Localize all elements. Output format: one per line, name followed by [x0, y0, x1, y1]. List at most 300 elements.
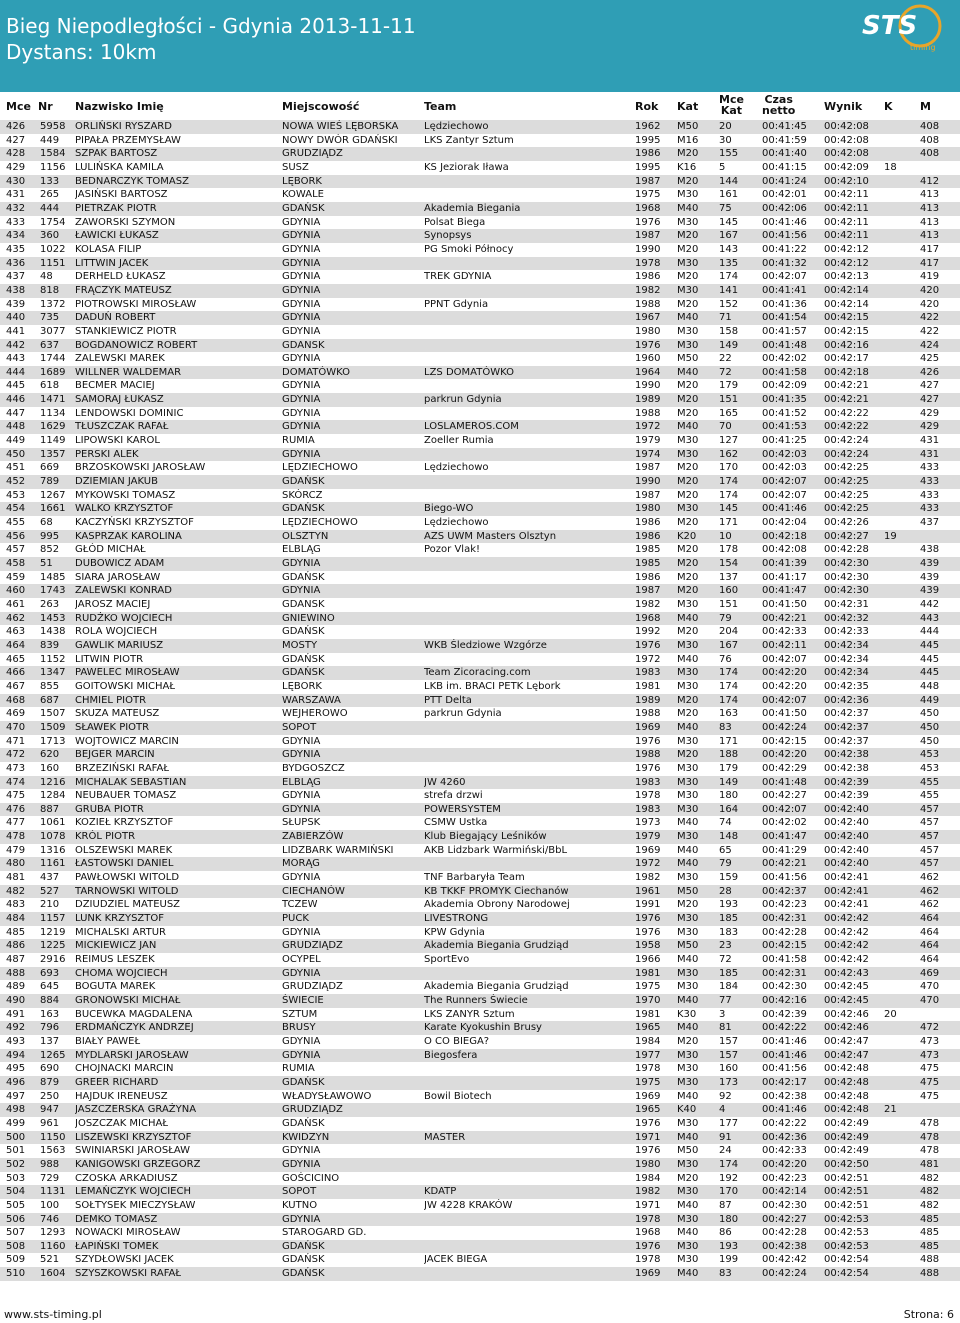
cell-wynik: 00:42:21	[824, 393, 884, 407]
cell-wynik: 00:42:31	[824, 598, 884, 612]
table-row	[0, 625, 960, 639]
cell-k	[884, 748, 920, 762]
cell-rok: 1987	[635, 461, 677, 475]
cell-m: 413	[920, 229, 960, 243]
cell-mce-kat: 143	[719, 243, 762, 257]
cell-czas-netto: 00:41:46	[762, 1049, 824, 1063]
cell-k	[884, 830, 920, 844]
cell-czas-netto: 00:42:18	[762, 530, 824, 544]
cell-czas-netto: 00:42:21	[762, 857, 824, 871]
cell-mce: 428	[0, 147, 38, 161]
cell-wynik: 00:42:51	[824, 1185, 884, 1199]
table-row	[0, 1131, 960, 1145]
cell-mce-kat: 163	[719, 707, 762, 721]
cell-mce-kat: 87	[719, 1199, 762, 1213]
cell-mce-kat: 24	[719, 1144, 762, 1158]
cell-rok: 1975	[635, 1076, 677, 1090]
cell-kat: M40	[677, 366, 719, 380]
cell-mce-kat: 185	[719, 967, 762, 981]
cell-wynik: 00:42:42	[824, 939, 884, 953]
cell-m: 449	[920, 694, 960, 708]
cell-mce: 510	[0, 1267, 38, 1281]
cell-czas-netto: 00:42:31	[762, 912, 824, 926]
cell-mce-kat: 161	[719, 188, 762, 202]
cell-wynik: 00:42:18	[824, 366, 884, 380]
cell-mce-kat: 4	[719, 1103, 762, 1117]
table-row	[0, 707, 960, 721]
cell-m: 475	[920, 1062, 960, 1076]
cell-k	[884, 871, 920, 885]
cell-nr: 1629	[38, 420, 75, 434]
cell-team: Akademia Biegania	[424, 202, 635, 216]
cell-wynik: 00:42:34	[824, 639, 884, 653]
cell-nr: 160	[38, 762, 75, 776]
cell-name: PIPAŁA PRZEMYSŁAW	[75, 134, 282, 148]
cell-k	[884, 434, 920, 448]
cell-mce: 489	[0, 980, 38, 994]
cell-kat: M50	[677, 885, 719, 899]
cell-wynik: 00:42:22	[824, 420, 884, 434]
cell-name: WALKO KRZYSZTOF	[75, 502, 282, 516]
cell-wynik: 00:42:38	[824, 762, 884, 776]
cell-kat: M50	[677, 120, 719, 134]
cell-wynik: 00:42:47	[824, 1035, 884, 1049]
cell-wynik: 00:42:11	[824, 216, 884, 230]
cell-kat: M20	[677, 1035, 719, 1049]
cell-mce-kat: 157	[719, 1049, 762, 1063]
cell-mce-kat: 77	[719, 994, 762, 1008]
cell-nr: 263	[38, 598, 75, 612]
cell-nr: 852	[38, 543, 75, 557]
cell-name: REIMUS LESZEK	[75, 953, 282, 967]
cell-wynik: 00:42:08	[824, 147, 884, 161]
cell-czas-netto: 00:42:06	[762, 202, 824, 216]
cell-mce: 490	[0, 994, 38, 1008]
cell-mce: 431	[0, 188, 38, 202]
cell-mce-kat: 158	[719, 325, 762, 339]
cell-mce-kat: 3	[719, 1008, 762, 1022]
cell-k	[884, 393, 920, 407]
cell-name: KASPRZAK KAROLINA	[75, 530, 282, 544]
cell-k	[884, 284, 920, 298]
cell-nr: 100	[38, 1199, 75, 1213]
cell-name: KANIGOWSKI GRZEGORZ	[75, 1158, 282, 1172]
cell-rok: 1966	[635, 953, 677, 967]
cell-team	[424, 352, 635, 366]
cell-name: MICHALSKI ARTUR	[75, 926, 282, 940]
cell-city: GDYNIA	[282, 311, 424, 325]
cell-czas-netto: 00:41:53	[762, 420, 824, 434]
results-body	[0, 120, 960, 1281]
cell-rok: 1986	[635, 516, 677, 530]
cell-team: KB TKKF PROMYK Ciechanów	[424, 885, 635, 899]
cell-rok: 1960	[635, 352, 677, 366]
cell-mce: 474	[0, 776, 38, 790]
cell-m: 422	[920, 311, 960, 325]
cell-mce: 469	[0, 707, 38, 721]
cell-kat: M20	[677, 1172, 719, 1186]
cell-team	[424, 1103, 635, 1117]
cell-name: GRUBA PIOTR	[75, 803, 282, 817]
cell-k	[884, 625, 920, 639]
cell-kat: M20	[677, 543, 719, 557]
cell-k	[884, 803, 920, 817]
cell-team: CSMW Ustka	[424, 816, 635, 830]
cell-nr: 1150	[38, 1131, 75, 1145]
table-row	[0, 639, 960, 653]
cell-czas-netto: 00:42:27	[762, 789, 824, 803]
cell-mce: 502	[0, 1158, 38, 1172]
cell-k: 18	[884, 161, 920, 175]
cell-m: 473	[920, 1035, 960, 1049]
cell-czas-netto: 00:41:48	[762, 776, 824, 790]
cell-m: 464	[920, 953, 960, 967]
cell-mce-kat: 173	[719, 1076, 762, 1090]
cell-city: GDAŃSK	[282, 653, 424, 667]
cell-wynik: 00:42:48	[824, 1090, 884, 1104]
cell-czas-netto: 00:41:56	[762, 1062, 824, 1076]
cell-mce-kat: 152	[719, 298, 762, 312]
table-row	[0, 134, 960, 148]
cell-k	[884, 543, 920, 557]
cell-k	[884, 339, 920, 353]
cell-mce-kat: 135	[719, 257, 762, 271]
cell-czas-netto: 00:41:50	[762, 598, 824, 612]
cell-m: 429	[920, 407, 960, 421]
cell-mce: 462	[0, 612, 38, 626]
cell-wynik: 00:42:51	[824, 1172, 884, 1186]
cell-czas-netto: 00:41:46	[762, 1035, 824, 1049]
cell-kat: M30	[677, 1253, 719, 1267]
cell-wynik: 00:42:48	[824, 1103, 884, 1117]
cell-wynik: 00:42:46	[824, 1021, 884, 1035]
cell-czas-netto: 00:41:46	[762, 502, 824, 516]
cell-k	[884, 1076, 920, 1090]
table-row	[0, 434, 960, 448]
cell-team: KS Jeziorak Iława	[424, 161, 635, 175]
cell-nr: 947	[38, 1103, 75, 1117]
cell-mce: 500	[0, 1131, 38, 1145]
cell-mce-kat: 75	[719, 202, 762, 216]
table-row	[0, 298, 960, 312]
cell-name: GREER RICHARD	[75, 1076, 282, 1090]
cell-k	[884, 1144, 920, 1158]
cell-wynik: 00:42:45	[824, 980, 884, 994]
cell-name: TŁUSZCZAK RAFAŁ	[75, 420, 282, 434]
cell-mce-kat: 170	[719, 461, 762, 475]
cell-wynik: 00:42:50	[824, 1158, 884, 1172]
cell-kat: M30	[677, 803, 719, 817]
cell-mce-kat: 65	[719, 844, 762, 858]
cell-kat: M20	[677, 625, 719, 639]
cell-team	[424, 284, 635, 298]
cell-name: PIOTROWSKI MIROSŁAW	[75, 298, 282, 312]
table-row	[0, 1240, 960, 1254]
cell-m: 482	[920, 1185, 960, 1199]
cell-mce: 461	[0, 598, 38, 612]
cell-czas-netto: 00:42:28	[762, 926, 824, 940]
cell-mce-kat: 171	[719, 516, 762, 530]
cell-mce: 427	[0, 134, 38, 148]
cell-rok: 1958	[635, 939, 677, 953]
cell-nr: 995	[38, 530, 75, 544]
cell-city: NOWA WIEŚ LĘBORSKA	[282, 120, 424, 134]
cell-rok: 1976	[635, 339, 677, 353]
cell-mce: 477	[0, 816, 38, 830]
cell-rok: 1972	[635, 420, 677, 434]
cell-k	[884, 1172, 920, 1186]
footer-website[interactable]: www.sts-timing.pl	[4, 1308, 102, 1321]
cell-m: 445	[920, 666, 960, 680]
cell-czas-netto: 00:41:22	[762, 243, 824, 257]
table-row	[0, 502, 960, 516]
cell-rok: 1990	[635, 379, 677, 393]
cell-czas-netto: 00:42:20	[762, 748, 824, 762]
cell-m: 485	[920, 1226, 960, 1240]
cell-kat: M20	[677, 229, 719, 243]
col-czas-line1: Czas	[764, 93, 793, 106]
cell-nr: 1316	[38, 844, 75, 858]
cell-czas-netto: 00:42:03	[762, 448, 824, 462]
cell-city: GRUDZIĄDZ	[282, 939, 424, 953]
cell-mce-kat: 149	[719, 776, 762, 790]
cell-rok: 1968	[635, 1226, 677, 1240]
cell-city: GDAŃSK	[282, 1076, 424, 1090]
cell-city: GDYNIA	[282, 407, 424, 421]
cell-city: GDYNIA	[282, 557, 424, 571]
cell-mce-kat: 79	[719, 612, 762, 626]
cell-mce-kat: 91	[719, 1131, 762, 1145]
cell-k	[884, 1185, 920, 1199]
cell-name: PAWŁOWSKI WITOLD	[75, 871, 282, 885]
cell-name: CHMIEL PIOTR	[75, 694, 282, 708]
cell-name: NEUBAUER TOMASZ	[75, 789, 282, 803]
cell-wynik: 00:42:41	[824, 885, 884, 899]
cell-wynik: 00:42:40	[824, 857, 884, 871]
cell-mce-kat: 174	[719, 489, 762, 503]
cell-wynik: 00:42:15	[824, 311, 884, 325]
cell-kat: M20	[677, 175, 719, 189]
cell-k	[884, 598, 920, 612]
cell-kat: M30	[677, 1117, 719, 1131]
cell-team: JACEK BIEGA	[424, 1253, 635, 1267]
cell-mce: 481	[0, 871, 38, 885]
cell-rok: 1969	[635, 844, 677, 858]
table-row	[0, 270, 960, 284]
cell-team	[424, 407, 635, 421]
cell-mce: 463	[0, 625, 38, 639]
cell-m: 457	[920, 830, 960, 844]
cell-wynik: 00:42:13	[824, 270, 884, 284]
cell-kat: M30	[677, 1240, 719, 1254]
cell-rok: 1967	[635, 311, 677, 325]
cell-czas-netto: 00:42:03	[762, 461, 824, 475]
cell-team: MASTER	[424, 1131, 635, 1145]
cell-rok: 1975	[635, 980, 677, 994]
cell-m: 488	[920, 1267, 960, 1281]
table-row	[0, 762, 960, 776]
cell-m: 478	[920, 1117, 960, 1131]
cell-city: MOSTY	[282, 639, 424, 653]
table-row	[0, 1226, 960, 1240]
cell-k	[884, 1049, 920, 1063]
cell-kat: M20	[677, 407, 719, 421]
cell-mce: 430	[0, 175, 38, 189]
cell-rok: 1990	[635, 243, 677, 257]
cell-wynik: 00:42:53	[824, 1213, 884, 1227]
cell-team	[424, 489, 635, 503]
cell-team: KDATP	[424, 1185, 635, 1199]
cell-m: 425	[920, 352, 960, 366]
cell-rok: 1976	[635, 926, 677, 940]
table-row	[0, 475, 960, 489]
cell-city: SOPOT	[282, 1185, 424, 1199]
cell-team: Lędziechowo	[424, 461, 635, 475]
cell-mce-kat: 70	[719, 420, 762, 434]
cell-wynik: 00:42:47	[824, 1049, 884, 1063]
cell-wynik: 00:42:08	[824, 134, 884, 148]
cell-m: 444	[920, 625, 960, 639]
cell-team	[424, 1158, 635, 1172]
cell-name: BECMER MACIEJ	[75, 379, 282, 393]
cell-czas-netto: 00:42:07	[762, 475, 824, 489]
cell-rok: 1976	[635, 912, 677, 926]
cell-mce-kat: 188	[719, 748, 762, 762]
cell-m: 455	[920, 789, 960, 803]
cell-mce-kat: 151	[719, 393, 762, 407]
cell-nr: 1507	[38, 707, 75, 721]
cell-k	[884, 953, 920, 967]
cell-mce: 466	[0, 666, 38, 680]
cell-name: BUCEWKA MAGDALENA	[75, 1008, 282, 1022]
cell-rok: 1981	[635, 1008, 677, 1022]
cell-rok: 1987	[635, 489, 677, 503]
cell-nr: 1216	[38, 776, 75, 790]
cell-mce-kat: 180	[719, 1213, 762, 1227]
cell-name: DUBOWICZ ADAM	[75, 557, 282, 571]
cell-k	[884, 270, 920, 284]
cell-kat: M40	[677, 653, 719, 667]
cell-city: TCZEW	[282, 898, 424, 912]
cell-k	[884, 980, 920, 994]
cell-city: CIECHANÓW	[282, 885, 424, 899]
cell-mce: 447	[0, 407, 38, 421]
cell-czas-netto: 00:41:50	[762, 707, 824, 721]
cell-czas-netto: 00:42:15	[762, 939, 824, 953]
cell-m	[920, 1103, 960, 1117]
cell-m: 473	[920, 1049, 960, 1063]
cell-czas-netto: 00:42:07	[762, 270, 824, 284]
cell-m: 413	[920, 188, 960, 202]
cell-name: SZYDŁOWSKI JACEK	[75, 1253, 282, 1267]
table-row	[0, 489, 960, 503]
cell-wynik: 00:42:12	[824, 243, 884, 257]
cell-m: 464	[920, 912, 960, 926]
cell-m	[920, 161, 960, 175]
cell-name: WILLNER WALDEMAR	[75, 366, 282, 380]
cell-mce-kat: 184	[719, 980, 762, 994]
cell-name: PERSKI ALEK	[75, 448, 282, 462]
cell-rok: 1988	[635, 298, 677, 312]
cell-team: Karate Kyokushin Brusy	[424, 1021, 635, 1035]
cell-team: Bowil Biotech	[424, 1090, 635, 1104]
cell-k	[884, 516, 920, 530]
cell-rok: 1986	[635, 571, 677, 585]
cell-wynik: 00:42:12	[824, 257, 884, 271]
cell-kat: M30	[677, 216, 719, 230]
cell-k	[884, 1199, 920, 1213]
cell-name: PIETRZAK PIOTR	[75, 202, 282, 216]
cell-city: GDAŃSK	[282, 666, 424, 680]
cell-mce-kat: 178	[719, 543, 762, 557]
cell-nr: 1156	[38, 161, 75, 175]
cell-rok: 1978	[635, 789, 677, 803]
cell-nr: 637	[38, 339, 75, 353]
cell-mce-kat: 79	[719, 857, 762, 871]
cell-city: KOWALE	[282, 188, 424, 202]
cell-name: KOZIEŁ KRZYSZTOF	[75, 816, 282, 830]
cell-rok: 1985	[635, 543, 677, 557]
cell-city: RUMIA	[282, 434, 424, 448]
cell-m: 433	[920, 475, 960, 489]
cell-team: Biegosfera	[424, 1049, 635, 1063]
cell-rok: 1971	[635, 1199, 677, 1213]
cell-kat: M30	[677, 735, 719, 749]
cell-mce-kat: 174	[719, 666, 762, 680]
cell-name: ORLIŃSKI RYSZARD	[75, 120, 282, 134]
cell-czas-netto: 00:42:38	[762, 1090, 824, 1104]
cell-team	[424, 1076, 635, 1090]
cell-city: LĘDZIECHOWO	[282, 461, 424, 475]
cell-mce: 484	[0, 912, 38, 926]
cell-name: BIAŁY PAWEŁ	[75, 1035, 282, 1049]
cell-k	[884, 1253, 920, 1267]
cell-nr: 1584	[38, 147, 75, 161]
cell-kat: M20	[677, 748, 719, 762]
cell-k: 21	[884, 1103, 920, 1117]
cell-kat: M30	[677, 598, 719, 612]
cell-mce: 438	[0, 284, 38, 298]
table-row	[0, 257, 960, 271]
cell-city: LĘBORK	[282, 680, 424, 694]
col-k: K	[884, 100, 893, 113]
cell-kat: M40	[677, 816, 719, 830]
cell-rok: 1969	[635, 1267, 677, 1281]
cell-team: TREK GDYNIA	[424, 270, 635, 284]
cell-nr: 1293	[38, 1226, 75, 1240]
cell-mce: 455	[0, 516, 38, 530]
cell-team	[424, 147, 635, 161]
cell-k	[884, 789, 920, 803]
cell-k	[884, 257, 920, 271]
cell-kat: M40	[677, 612, 719, 626]
cell-team: Akademia Biegania Grudziąd	[424, 980, 635, 994]
cell-name: NOWACKI MIROSŁAW	[75, 1226, 282, 1240]
cell-nr: 879	[38, 1076, 75, 1090]
cell-m: 472	[920, 1021, 960, 1035]
cell-mce-kat: 141	[719, 284, 762, 298]
cell-kat: M50	[677, 1144, 719, 1158]
cell-name: PAWELEC MIROSŁAW	[75, 666, 282, 680]
cell-wynik: 00:42:36	[824, 694, 884, 708]
cell-team	[424, 653, 635, 667]
cell-kat: K16	[677, 161, 719, 175]
cell-nr: 1284	[38, 789, 75, 803]
cell-m: 470	[920, 994, 960, 1008]
cell-nr: 444	[38, 202, 75, 216]
cell-mce-kat: 22	[719, 352, 762, 366]
cell-team	[424, 188, 635, 202]
